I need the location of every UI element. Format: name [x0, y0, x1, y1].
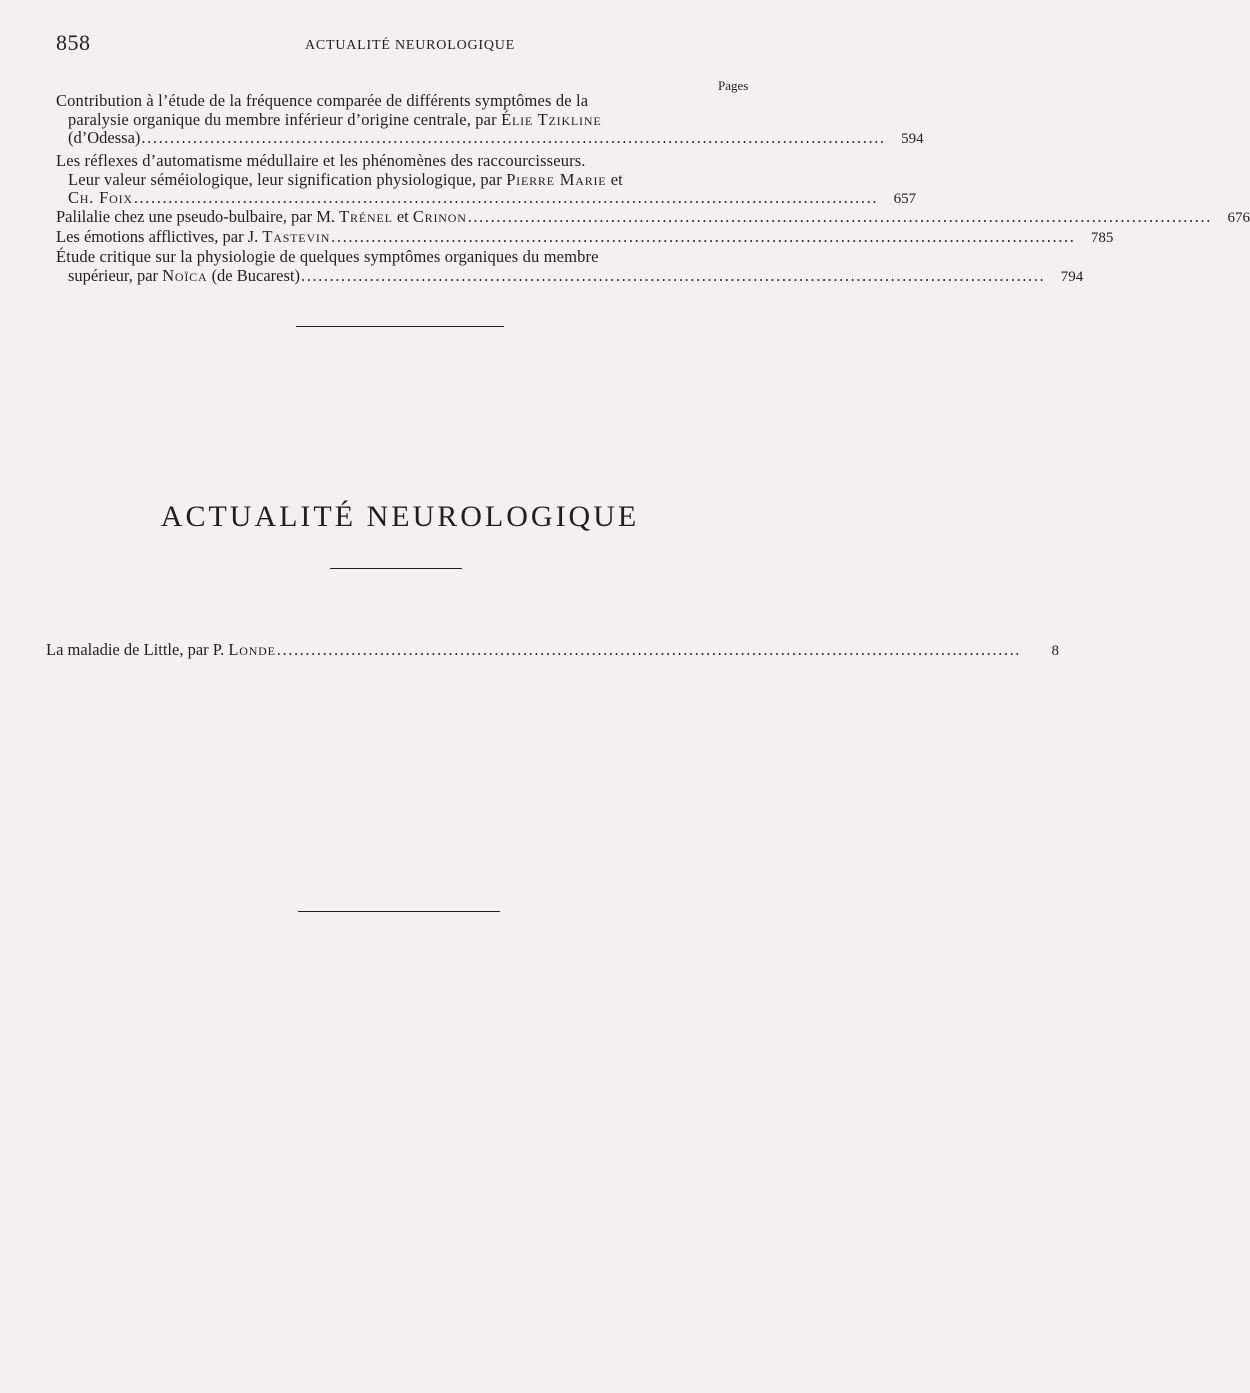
toc-entry: [56, 247, 1084, 286]
toc-entry: [56, 227, 1114, 248]
toc-entry-lastline: [56, 188, 917, 209]
toc-entry: [56, 207, 1250, 228]
page-number: 858: [56, 30, 91, 55]
toc-entry-lastline: La maladie de Little, par P. Londe .................................................................................................................................. 8: [46, 640, 1060, 659]
toc-page-number: 594: [901, 131, 924, 147]
toc-page-number: 676: [1227, 210, 1250, 226]
dot-leader: ..................................................................................................................................: [141, 128, 886, 147]
toc-author: Trénel: [339, 207, 393, 226]
dot-leader: ..................................................................................................................................: [133, 188, 879, 207]
toc-entry-line: Contribution à l’étude de la fréquence comparée de différents symptômes de la: [56, 91, 589, 110]
toc-page-number: 785: [1090, 230, 1114, 246]
toc-page-number: 794: [1060, 268, 1084, 285]
pages-column-label: Pages: [718, 78, 749, 93]
toc-entry-line: Les réflexes d’automatisme médullaire et les phénomènes des raccourcisseurs.: [56, 151, 586, 170]
toc-entry-line: Étude critique sur la physiologie de quelques symptômes organiques du membre: [56, 247, 599, 266]
toc-entry-lastline: Palilalie chez une pseudo-bulbaire, par M. Trénel et Crinon .................................................................................................................................. 676: [56, 207, 1250, 226]
toc-entry-lastline: Les émotions afflictives, par J. Tastevin .................................................................................................................................. 785: [56, 227, 1114, 246]
horizontal-rule: [296, 326, 504, 327]
toc-entry-lastline: supérieur, par Noïca (de Bucarest) .................................................................................................................................. 794: [68, 265, 1084, 285]
dot-leader: ..................................................................................................................................: [276, 640, 1022, 659]
toc-entry: [56, 91, 924, 149]
toc-author: Crinon: [412, 207, 467, 226]
toc-entry: [56, 151, 917, 209]
toc-entry-line: Leur valeur séméiologique, leur signification physiologique, par Pierre Marie et: [68, 169, 623, 189]
toc-entry-lastline: (d’Odessa) .................................................................................................................................. 594: [68, 128, 924, 147]
horizontal-rule: [298, 911, 500, 912]
toc-author: Noïca: [162, 265, 208, 285]
horizontal-rule: [330, 568, 462, 569]
toc-author: Ch. Foix: [68, 188, 133, 207]
dot-leader: ..................................................................................................................................: [300, 265, 1046, 285]
toc-entry: [46, 640, 1060, 660]
toc-page-number: 8: [1051, 643, 1060, 659]
dot-leader: ..................................................................................................................................: [331, 227, 1076, 246]
running-title: ACTUALITÉ NEUROLOGIQUE: [304, 38, 516, 53]
toc-entry-line: paralysie organique du membre inférieur d’origine centrale, par Élie Tzikline: [68, 109, 602, 129]
toc-author: Londe: [228, 640, 276, 659]
toc-author: Pierre Marie: [506, 169, 607, 189]
dot-leader: ..................................................................................................................................: [467, 207, 1212, 226]
section-title: ACTUALITÉ NEUROLOGIQUE: [160, 500, 640, 533]
toc-author: Élie Tzikline: [501, 109, 602, 129]
toc-author: Tastevin: [262, 227, 331, 246]
toc-page-number: 657: [893, 191, 917, 207]
